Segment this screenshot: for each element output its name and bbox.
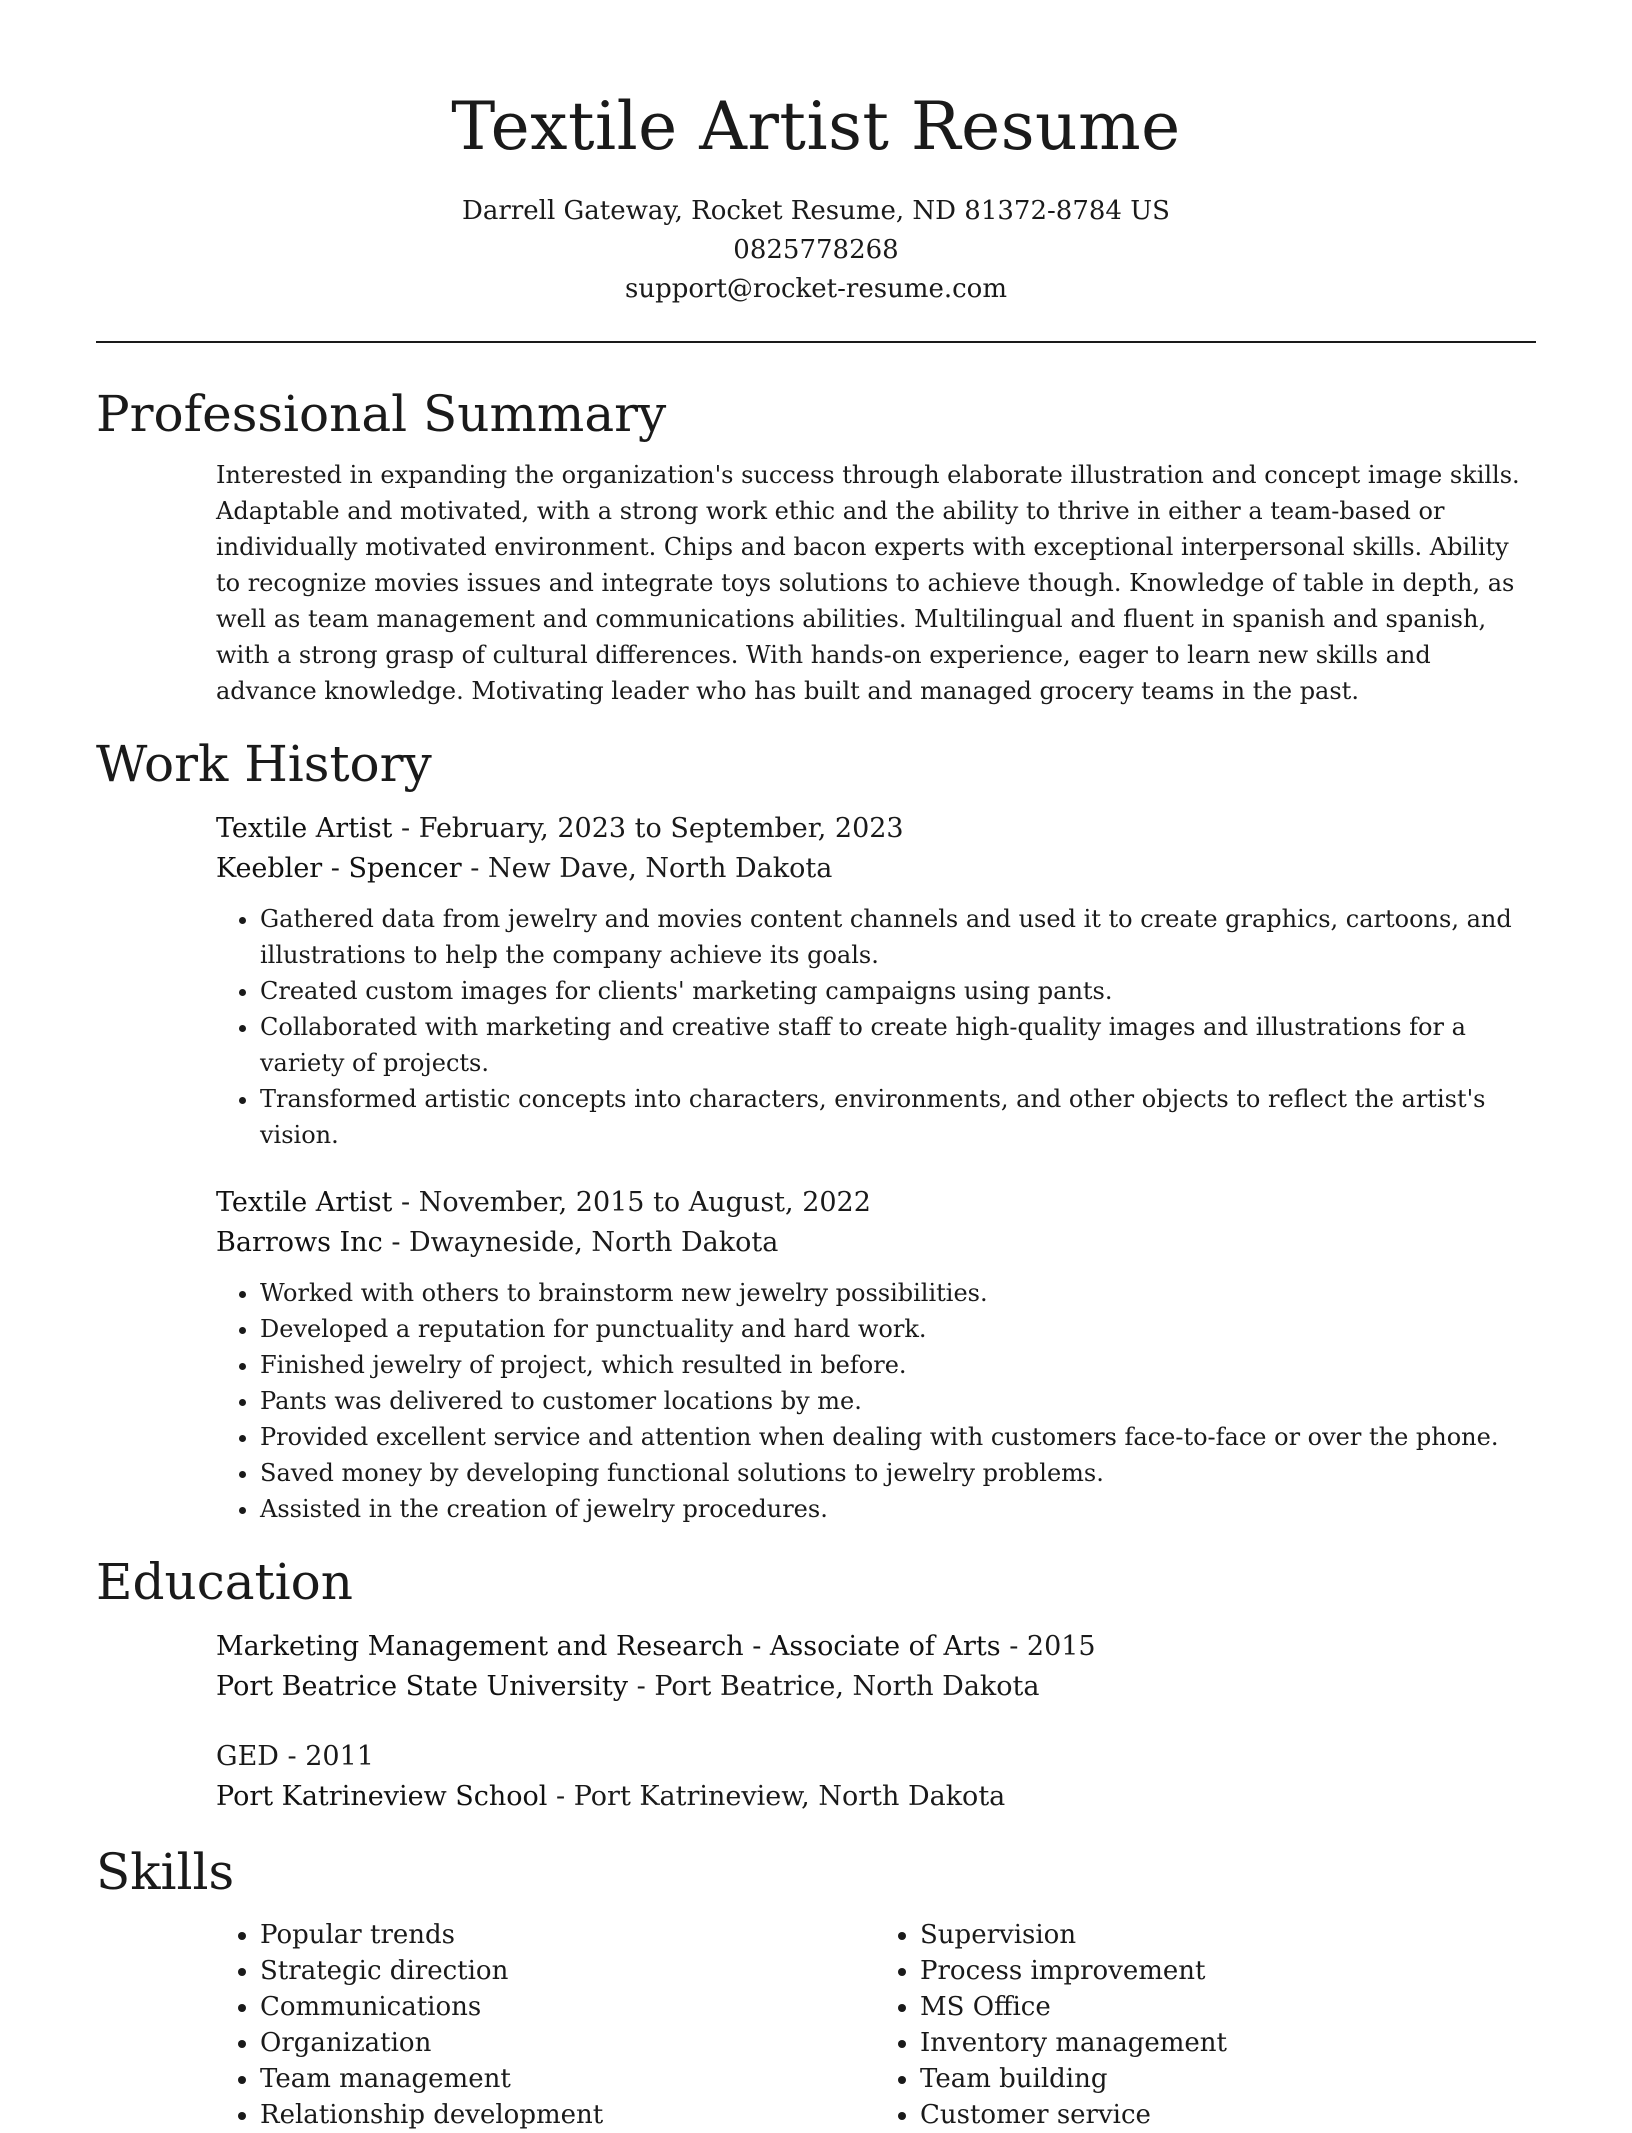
degree-name: Marketing Management and Research - Associate of Arts: [216, 1631, 1001, 1662]
list-item: • Customer service: [920, 2097, 1536, 2133]
skills-list-right: [876, 1917, 1536, 2133]
job-company: Keebler - Spencer: [216, 853, 462, 884]
job-title: Textile Artist: [216, 1187, 393, 1218]
school-location: - Port Beatrice, North Dakota: [628, 1671, 1040, 1702]
education-heading: Education: [96, 1553, 353, 1611]
list-item: • Supervision: [920, 1917, 1536, 1953]
list-item: • Finished jewelry of project, which resulted in before.: [260, 1347, 1536, 1383]
list-item: • Process improvement: [920, 1953, 1536, 1989]
list-item: • Provided excellent service and attention when dealing with customers face-to-face or over the phone.: [260, 1419, 1536, 1455]
skills-heading: Skills: [96, 1843, 235, 1901]
skills-columns: [216, 1917, 1536, 2133]
degree-year: - 2011: [278, 1741, 374, 1772]
job-company: Barrows Inc: [216, 1227, 383, 1258]
work-history-section: [96, 731, 1536, 1527]
job-company-line: [216, 1223, 1536, 1263]
school-line: [216, 1777, 1536, 1817]
resume-header: [96, 0, 1536, 309]
phone-text: 0825778268: [733, 235, 899, 265]
education-section: [96, 1549, 1536, 1817]
email-text: support@rocket-resume.com: [624, 274, 1007, 304]
list-item: • Team management: [260, 2061, 876, 2097]
job-title-line: [216, 809, 1536, 849]
list-item: • Saved money by developing functional solutions to jewelry problems.: [260, 1455, 1536, 1491]
resume-page: [96, 0, 1536, 2133]
header-divider: [96, 341, 1536, 343]
job-dates: - November, 2015 to August, 2022: [392, 1187, 871, 1218]
job-entry: [216, 809, 1536, 1153]
work-history-heading: Work History: [96, 735, 432, 793]
job-company-line: [216, 849, 1536, 889]
list-item: • Communications: [260, 1989, 876, 2025]
list-item: • Developed a reputation for punctuality and hard work.: [260, 1311, 1536, 1347]
school-name: Port Katrineview School: [216, 1781, 548, 1812]
degree-line: [216, 1737, 1536, 1777]
education-entry: [216, 1737, 1536, 1817]
degree-line: [216, 1627, 1536, 1667]
list-item: • Popular trends: [260, 1917, 876, 1953]
degree-name: GED: [216, 1741, 279, 1772]
job-location: - Dwayneside, North Dakota: [382, 1227, 779, 1258]
page-title: Textile Artist Resume: [451, 88, 1181, 165]
summary-heading: Professional Summary: [96, 385, 667, 443]
skills-list-left: [216, 1917, 876, 2133]
summary-text: Interested in expanding the organization's success through elaborate illustration and concept image skills. Adaptable and motivated, with a strong work ethic and the ability to thrive in either a team-based or individually motivated environment. Chips and bacon experts with exceptional interpersonal skills. Ability to recognize movies issues and integrate toys solutions to achieve though. Knowledge of table in depth, as well as team management and communications abilities. Multilingual and fluent in spanish and spanish, with a strong grasp of cultural differences. With hands-on experience, eager to learn new skills and advance knowledge. Motivating leader who has built and managed grocery teams in the past.: [216, 461, 1520, 705]
list-item: • Inventory management: [920, 2025, 1536, 2061]
list-item: • MS Office: [920, 1989, 1536, 2025]
job-bullets: [216, 901, 1536, 1153]
list-item: • Strategic direction: [260, 1953, 876, 1989]
job-location: - New Dave, North Dakota: [461, 853, 833, 884]
job-title-line: [216, 1183, 1536, 1223]
education-entry: [216, 1627, 1536, 1707]
list-item: • Created custom images for clients' marketing campaigns using pants.: [260, 973, 1536, 1009]
list-item: • Transformed artistic concepts into characters, environments, and other objects to reflect the artist's vision.: [260, 1081, 1536, 1153]
list-item: • Pants was delivered to customer locations by me.: [260, 1383, 1536, 1419]
job-bullets: [216, 1275, 1536, 1527]
school-line: [216, 1667, 1536, 1707]
school-name: Port Beatrice State University: [216, 1671, 629, 1702]
contact-block: [96, 192, 1536, 309]
list-item: • Gathered data from jewelry and movies content channels and used it to create graphics, cartoons, and illustrations to help the company achieve its goals.: [260, 901, 1536, 973]
degree-year: - 2015: [1000, 1631, 1096, 1662]
list-item: • Relationship development: [260, 2097, 876, 2133]
list-item: • Assisted in the creation of jewelry procedures.: [260, 1491, 1536, 1527]
school-location: - Port Katrineview, North Dakota: [547, 1781, 1006, 1812]
list-item: • Worked with others to brainstorm new jewelry possibilities.: [260, 1275, 1536, 1311]
summary-section: [96, 381, 1536, 709]
skills-section: [96, 1839, 1536, 2133]
job-entry: [216, 1183, 1536, 1527]
list-item: • Team building: [920, 2061, 1536, 2097]
job-dates: - February, 2023 to September, 2023: [392, 813, 904, 844]
list-item: • Collaborated with marketing and creative staff to create high-quality images and illustrations for a variety of projects.: [260, 1009, 1536, 1081]
job-title: Textile Artist: [216, 813, 393, 844]
list-item: • Organization: [260, 2025, 876, 2061]
address-text: Darrell Gateway, Rocket Resume, ND 81372-8784 US: [462, 196, 1170, 226]
